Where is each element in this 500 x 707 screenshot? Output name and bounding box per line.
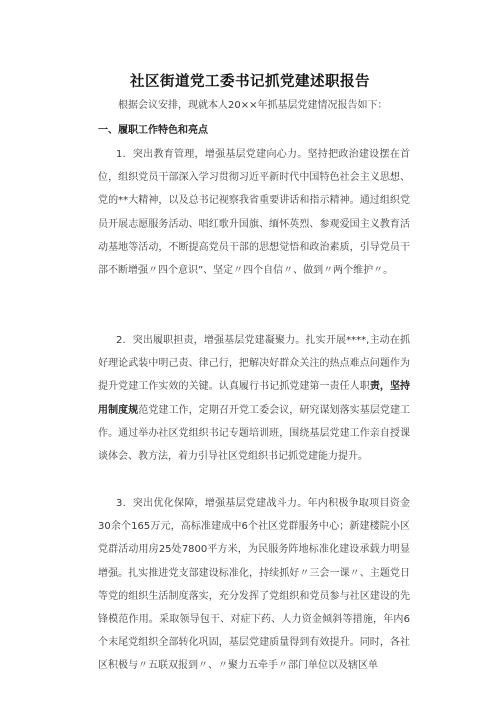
paragraph-1: 1．突出教育管理，增强基层党建向心力。坚持把政治建设摆在首位，组织党员干部深入学习贯彻习近平新时代中国特色社会主义思想、党的**大精神，以及总书记视察我省重要讲话和指示精神。通过组织党员开展志愿服务活动、唱红歌升国旗、缅怀英烈、参观爱国主义教育活动基地等活动，不断提高党员干部的思想觉悟和政治素质，引导党员干部不断增强〃四个意识”、坚定〃四个自信〃、做到〃两个维护〃。	[98, 149, 410, 277]
document-title: 社区街道党工委书记抓党建述职报告	[130, 74, 370, 90]
intro-paragraph: 根据会议安排，现就本人20××年抓基层党建情况报告如下：	[118, 100, 388, 111]
section-heading: 一、履职工作特色和亮点	[98, 125, 208, 136]
paragraph-3: 3．突出优化保障，增强基层党建战斗力。年内积极争取项目资金30余个165万元，高标准建成中6个社区党群服务中心；新建楼院小区党群活动用房25处7800平方米，为民服务阵地标准化建设承载力明显增强。扎实推进党支部建设标准化，持续抓好〃三会一课〃、主题党日等党的组织生活制度落实，充分发挥了党组织和党员参与社区建设的先锋模范作用。采取领导包干、对症下药、人力资金倾斜等措施，年内6个末尾党组织全部转化巩固，基层党建质量得到有效提升。同时，各社区积极与〃五联双报到〃、〃聚力五牵手〃部门单位以及辖区单	[98, 498, 410, 672]
paragraph-2-text-a: 2．突出履职担责，增强基层党建凝聚力。扎实开展****,主动在抓好理论武装中明己责、律己行，把解决好群众关注的热点难点问题作为提升党建工作实效的关键。认真履行书记抓党建第一责任人职	[98, 335, 410, 393]
paragraph-2-bold-text: 责，坚持用制度规	[98, 381, 411, 416]
paragraph-2-text-b: 范党建工作，定期召开党工委会议，研究谋划落实基层党建工作。通过举办社区党组织书记专题培训班，围绕基层党建工作亲自授课谈体会、教方法，着力引导社区党组织书记抓党建能力提升。	[98, 404, 411, 463]
paragraph-2	[98, 329, 410, 468]
